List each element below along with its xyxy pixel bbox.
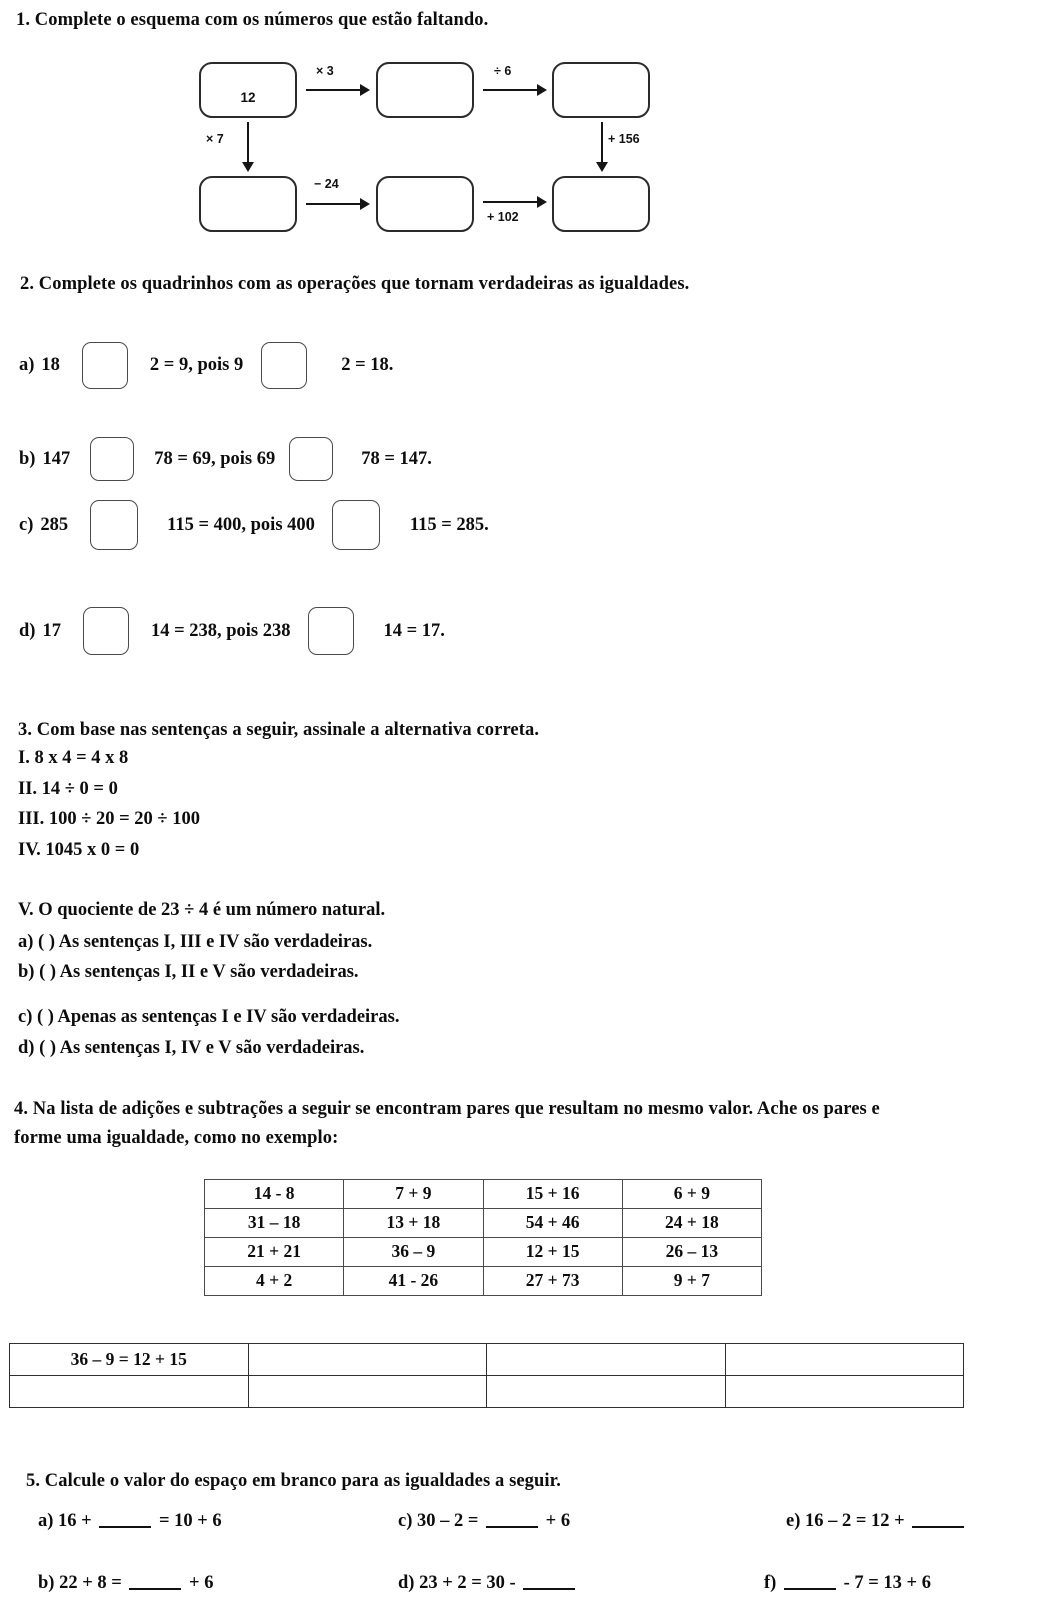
- q3-alternative-a[interactable]: a) ( ) As sentenças I, III e IV são verdadeiras.: [18, 932, 373, 952]
- arrow-right-4: [483, 196, 548, 208]
- table-cell: 12 + 15: [483, 1238, 622, 1267]
- table-row: [10, 1376, 964, 1408]
- q5b-mid: + 6: [189, 1573, 214, 1593]
- q5a-pre: 16 +: [58, 1511, 92, 1531]
- q5f-blank[interactable]: [784, 1576, 836, 1590]
- q2c-left-operand: 285: [40, 514, 69, 535]
- question-4-prompt-line-2: forme uma igualdade, como no exemplo:: [14, 1128, 339, 1148]
- q2d-middle-text: 14 = 238, pois 238: [150, 620, 291, 641]
- answer-cell[interactable]: [487, 1344, 726, 1376]
- question-4-answer-table: [9, 1343, 964, 1408]
- q5e-letter: e): [786, 1511, 801, 1531]
- q5b-letter: b): [38, 1573, 55, 1593]
- question-1-prompt: 1. Complete o esquema com os números que estão faltando.: [16, 10, 489, 30]
- q5a-blank[interactable]: [99, 1514, 151, 1528]
- operation-label-minus-24: − 24: [314, 177, 339, 191]
- question-5-item-b: [38, 1573, 213, 1594]
- q2a-operator-box-2[interactable]: [261, 342, 307, 389]
- operation-label-divide-6: ÷ 6: [494, 64, 512, 78]
- q2b-operator-box-1[interactable]: [90, 437, 134, 481]
- question-5-item-f: [764, 1573, 931, 1594]
- table-cell: 31 – 18: [205, 1209, 344, 1238]
- table-cell: 9 + 7: [622, 1267, 761, 1296]
- q5a-letter: a): [38, 1511, 54, 1531]
- q5c-mid: + 6: [545, 1511, 571, 1531]
- q2b-operator-box-2[interactable]: [289, 437, 333, 481]
- question-5-item-d: [398, 1573, 578, 1594]
- answer-cell[interactable]: [10, 1376, 249, 1408]
- item-letter-d: d): [19, 620, 36, 641]
- table-row: [205, 1209, 762, 1238]
- q3-sentence-II: II. 14 ÷ 0 = 0: [18, 779, 118, 799]
- q2b-middle-text: 78 = 69, pois 69: [154, 448, 276, 469]
- q5f-mid: - 7 = 13 + 6: [843, 1573, 931, 1593]
- question-5-item-c: [398, 1511, 570, 1532]
- q2a-middle-text: 2 = 9, pois 9: [149, 355, 244, 375]
- question-2-item-b: [19, 437, 432, 481]
- operation-label-plus-102: + 102: [487, 210, 519, 224]
- table-cell: 21 + 21: [205, 1238, 344, 1267]
- q2d-operator-box-2[interactable]: [308, 607, 354, 655]
- operation-label-plus-156: + 156: [608, 132, 640, 146]
- table-cell: 36 – 9: [344, 1238, 483, 1267]
- q5d-letter: d): [398, 1573, 415, 1593]
- q5f-letter: f): [764, 1573, 777, 1593]
- q2c-middle-text: 115 = 400, pois 400: [167, 514, 315, 535]
- table-cell: 27 + 73: [483, 1267, 622, 1296]
- q2d-left-operand: 17: [42, 620, 61, 641]
- q2d-right-text: 14 = 17.: [383, 620, 445, 641]
- arrow-down-left: [242, 122, 254, 174]
- question-2-item-c: [19, 500, 489, 550]
- q5a-mid: = 10 + 6: [158, 1511, 222, 1531]
- table-cell: 26 – 13: [622, 1238, 761, 1267]
- flow-box-r2c2[interactable]: [376, 176, 474, 232]
- question-4-expression-table: [204, 1179, 762, 1296]
- q5b-pre: 22 + 8 =: [59, 1573, 122, 1593]
- table-cell: 54 + 46: [483, 1209, 622, 1238]
- table-row: [205, 1267, 762, 1296]
- table-row: [205, 1238, 762, 1267]
- q5d-blank[interactable]: [523, 1576, 575, 1590]
- q5c-blank[interactable]: [486, 1514, 538, 1528]
- q3-alternative-d[interactable]: d) ( ) As sentenças I, IV e V são verdadeiras.: [18, 1038, 365, 1058]
- table-row: [205, 1180, 762, 1209]
- table-cell: 24 + 18: [622, 1209, 761, 1238]
- q5d-pre: 23 + 2 = 30 -: [419, 1573, 516, 1593]
- item-letter-b: b): [19, 448, 36, 469]
- question-2-item-d: [19, 607, 445, 655]
- q2b-left-operand: 147: [42, 448, 71, 469]
- question-3-prompt: 3. Com base nas sentenças a seguir, assinale a alternativa correta.: [18, 720, 540, 740]
- q2d-operator-box-1[interactable]: [83, 607, 129, 655]
- q5e-blank[interactable]: [912, 1514, 964, 1528]
- table-cell: 41 - 26: [344, 1267, 483, 1296]
- operation-label-times-3: × 3: [316, 64, 334, 78]
- flow-box-r1c3[interactable]: [552, 62, 650, 118]
- answer-cell[interactable]: [248, 1344, 487, 1376]
- answer-cell[interactable]: [487, 1376, 726, 1408]
- q2c-operator-box-1[interactable]: [90, 500, 138, 550]
- flow-box-r2c3[interactable]: [552, 176, 650, 232]
- answer-cell[interactable]: [725, 1376, 964, 1408]
- flow-box-r1c1-value: 12: [240, 89, 256, 105]
- answer-cell[interactable]: 36 – 9 = 12 + 15: [10, 1344, 249, 1376]
- arrow-right-2: [483, 84, 548, 96]
- q5e-pre: 16 – 2 = 12 +: [805, 1511, 905, 1531]
- flow-box-r2c1[interactable]: [199, 176, 297, 232]
- table-cell: 7 + 9: [344, 1180, 483, 1209]
- q5b-blank[interactable]: [129, 1576, 181, 1590]
- q3-sentence-III: III. 100 ÷ 20 = 20 ÷ 100: [18, 809, 200, 829]
- q3-sentence-I: I. 8 x 4 = 4 x 8: [18, 748, 129, 768]
- item-letter-a: a): [19, 355, 35, 375]
- item-letter-c: c): [19, 514, 34, 535]
- question-2-item-a: [19, 342, 393, 389]
- q3-alternative-b[interactable]: b) ( ) As sentenças I, II e V são verdadeiras.: [18, 962, 359, 982]
- operation-label-times-7: × 7: [206, 132, 224, 146]
- flow-box-r1c2[interactable]: [376, 62, 474, 118]
- q5c-pre: 30 – 2 =: [417, 1511, 479, 1531]
- flow-box-r1c1[interactable]: [199, 62, 297, 118]
- table-cell: 4 + 2: [205, 1267, 344, 1296]
- table-cell: 13 + 18: [344, 1209, 483, 1238]
- arrow-right-1: [306, 84, 371, 96]
- arrow-right-3: [306, 198, 371, 210]
- answer-cell[interactable]: [248, 1376, 487, 1408]
- q2c-right-text: 115 = 285.: [409, 514, 489, 535]
- q3-sentence-IV: IV. 1045 x 0 = 0: [18, 840, 140, 860]
- table-row: [10, 1344, 964, 1376]
- question-4-prompt-line-1: 4. Na lista de adições e subtrações a seguir se encontram pares que resultam no mesmo valor. Ache os pares e: [14, 1099, 880, 1119]
- table-cell: 15 + 16: [483, 1180, 622, 1209]
- q3-sentence-V: V. O quociente de 23 ÷ 4 é um número natural.: [18, 900, 386, 920]
- q5c-letter: c): [398, 1511, 413, 1531]
- question-5-item-e: [786, 1511, 967, 1532]
- q2c-operator-box-2[interactable]: [332, 500, 380, 550]
- table-cell: 14 - 8: [205, 1180, 344, 1209]
- q2a-right-text: 2 = 18.: [341, 355, 394, 375]
- q2a-operator-box-1[interactable]: [82, 342, 128, 389]
- arrow-down-right: [596, 122, 608, 174]
- question-1-flow-diagram: [0, 46, 1044, 246]
- q2a-left-operand: 18: [41, 355, 60, 375]
- question-2-prompt: 2. Complete os quadrinhos com as operações que tornam verdadeiras as igualdades.: [20, 274, 690, 294]
- q3-alternative-c[interactable]: c) ( ) Apenas as sentenças I e IV são verdadeiras.: [18, 1007, 400, 1027]
- answer-cell[interactable]: [725, 1344, 964, 1376]
- q2b-right-text: 78 = 147.: [361, 448, 432, 469]
- table-cell: 6 + 9: [622, 1180, 761, 1209]
- question-5-item-a: [38, 1511, 222, 1532]
- question-5-prompt: 5. Calcule o valor do espaço em branco para as igualdades a seguir.: [26, 1471, 561, 1491]
